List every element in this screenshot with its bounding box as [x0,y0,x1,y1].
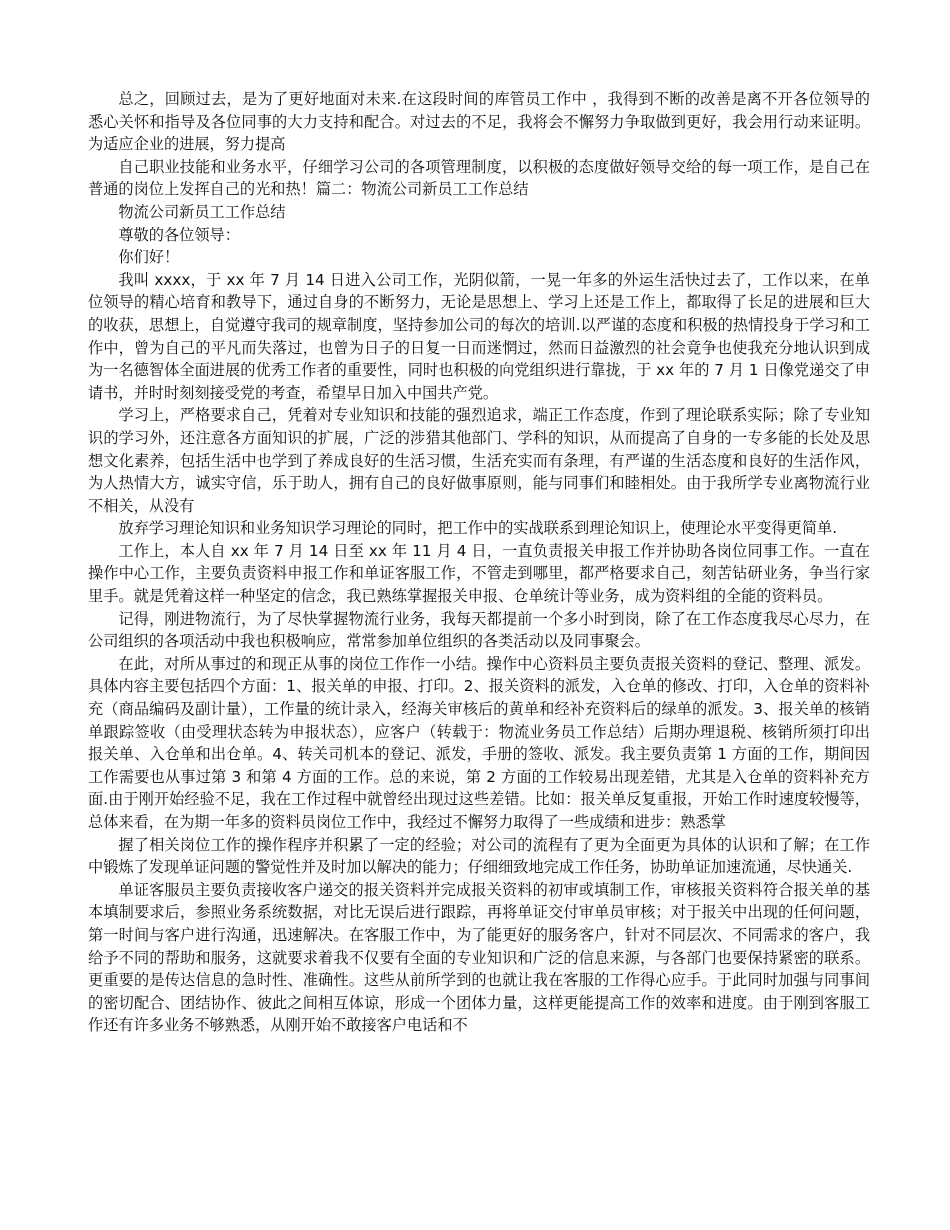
paragraph-job-summary: 在此，对所从事过的和现正从事的岗位工作作一小结。操作中心资料员主要负责报关资料的登记、整理、派发。具体内容主要包括四个方面：1、报关单的申报、打印。2、报关资料的派发，入仓单的修改、打印，入仓单的资料补充（商品编码及副计量），工作量的统计录入，经海关审核后的黄单和经补充资料后的绿单的派发。3、报关单的核销单跟踪签收（由受理状态转为申报状态），应客户（转载于：物流业务员工作总结）后期办理退税、核销所须打印出报关单、入仓单和出仓单。4、转关司机本的登记、派发，手册的签收、派发。我主要负责第 1 方面的工作，期间因工作需要也从事过第 3 和第 4 方面的工作。总的来说，第 2 方面的工作较易出现差错，尤其是入仓单的资料补充方面.由于刚开始经验不足，我在工作过程中就曾经出现过这些差错。比如：报关单反复重报，开始工作时速度较慢等，总体来看，在为期一年多的资料员岗位工作中，我经过不懈努力取得了一些成绩和进步：熟悉掌 [88,654,870,831]
paragraph-summary-continued: 自己职业技能和业务水平，仔细学习公司的各项管理制度，以积极的态度做好领导交给的每一项工作，是自己在普通的岗位上发挥自己的光和热！篇二：物流公司新员工工作总结 [88,157,870,199]
paragraph-salutation: 尊敬的各位领导： [118,225,240,244]
paragraph-study: 学习上，严格要求自己，凭着对专业知识和技能的强烈追求，端正工作态度，作到了理论联系实际；除了专业知识的学习外，还注意各方面知识的扩展，广泛的涉猎其他部门、学科的知识，从而提高了自身的一专多能的长处及思想文化素养，包括生活中也学到了养成良好的生活习惯，生活充实而有条理，有严谨的生活态度和良好的生活作风，为人热情大方，诚实守信，乐于助人，拥有自己的良好做事原则，能与同事们和睦相处。由于我所学专业离物流行业不相关，从没有 [88,406,870,515]
paragraph-title: 物流公司新员工工作总结 [118,202,286,221]
paragraph-work: 工作上，本人自 xx 年 7 月 14 日至 xx 年 11 月 4 日，一直负责报关申报工作并协助各岗位同事工作。一直在操作中心工作，主要负责资料申报工作和单证客服工作，不管走到哪里，都严格要求自己，刻苦钻研业务，争当行家里手。就是凭着这样一种坚定的信念，我已熟练掌握报关申报、仓单统计等业务，成为资料组的全能的资料员。 [88,541,870,606]
paragraph-job-summary-continued: 握了相关岗位工作的操作程序并积累了一定的经验；对公司的流程有了更为全面更为具体的认识和了解；在工作中锻炼了发现单证问题的警觉性并及时加以解决的能力；仔细细致地完成工作任务，协助单证加速流通，尽快通关. [88,835,870,877]
paragraph-introduction: 我叫 xxxx，于 xx 年 7 月 14 日进入公司工作，光阴似箭，一晃一年多的外运生活快过去了，工作以来，在单位领导的精心培育和教导下，通过自身的不断努力，无论是思想上、学习上还是工作上，都取得了长足的进展和巨大的收获，思想上，自觉遵守我司的规章制度，坚持参加公司的每次的培训.以严谨的态度和积极的热情投身于学习和工作中，曾为自己的平凡而失落过，也曾为日子的日复一日而迷惘过，然而日益激烈的社会竟争也使我充分地认识到成为一名德智体全面进展的优秀工作者的重要性，同时也积极的向党组织进行靠拢，于 xx 年的 7 月 1 日像党递交了申请书，并时时刻刻接受党的考查，希望早日加入中国共产党。 [88,270,870,402]
paragraph-summary-intro: 总之，回顾过去，是为了更好地面对未来.在这段时间的库管员工作中 ，我得到不断的改善是离不开各位领导的悉心关怀和指导及各位同事的大力支持和配合。对过去的不足，我将会不懈努力争取做到更好，我会用行动来证明。为适应企业的进展，努力提高 [88,90,870,154]
paragraph-customer-service: 单证客服员主要负责接收客户递交的报关资料并完成报关资料的初审或填制工作，审核报关资料符合报关单的基本填制要求后，参照业务系统数据，对比无误后进行跟踪，再将单证交付审单员审核；对于报关中出现的任何问题，第一时间与客户进行沟通，迅速解决。在客服工作中，为了能更好的服务客户，针对不同层次、不同需求的客户，我给予不同的帮助和服务，这就要求着我不仅要有全面的专业知识和广泛的信息来源，与各部门也要保持紧密的联系。更重要的是传达信息的急时性、准确性。这些从前所学到的也就让我在客服的工作得心应手。于此同时加强与同事间的密切配合、团结协作、彼此之间相互体谅，形成一个团体力量，这样更能提高工作的效率和进度。由于刚到客服工作还有许多业务不够熟悉，从刚开始不敢接客户电话和不 [88,880,870,1035]
document-body [88,88,870,1037]
paragraph-greeting: 你们好！ [118,248,180,267]
paragraph-memory: 记得，刚进物流行，为了尽快掌握物流行业务，我每天都提前一个多小时到岗，除了在工作态度我尽心尽力，在公司组织的各项活动中我也积极响应，常常参加单位组织的各类活动以及同事聚会。 [88,609,870,651]
paragraph-study-continued: 放弃学习理论知识和业务知识学习理论的同时，把工作中的实战联系到理论知识上，使理论水平变得更简单. [118,519,838,538]
